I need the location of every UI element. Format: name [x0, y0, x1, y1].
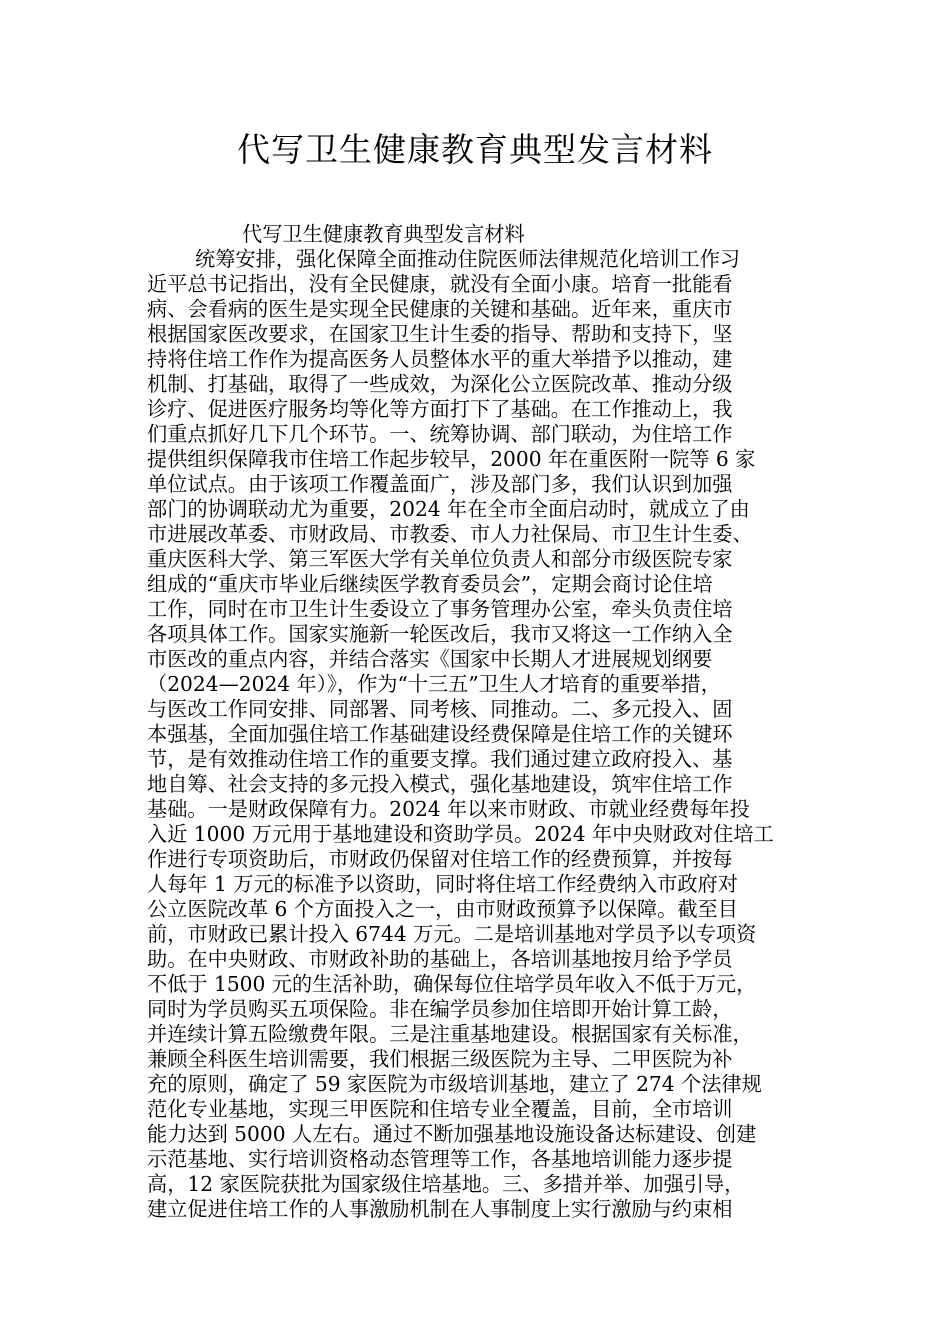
- body-text-line: 节，是有效推动住培工作的重要支撑。我们通过建立政府投入、基: [147, 747, 733, 771]
- body-text-line: 同时为学员购买五项保险。非在编学员参加住培即开始计算工龄，: [147, 997, 733, 1021]
- body-text-line: 市进展改革委、市财政局、市教委、市人力社保局、市卫生计生委、: [147, 522, 753, 546]
- body-text-line: 助。在中央财政、市财政补助的基础上，各培训基地按月给予学员: [147, 947, 733, 971]
- body-text-line: 建立促进住培工作的人事激励机制在人事制度上实行激励与约束相: [147, 1197, 733, 1221]
- document-subtitle: 代写卫生健康教育典型发言材料: [242, 222, 525, 246]
- body-text-line: 根据国家医改要求，在国家卫生计生委的指导、帮助和支持下，坚: [147, 322, 733, 346]
- body-text-line: 工作，同时在市卫生计生委设立了事务管理办公室，牵头负责住培: [147, 597, 733, 621]
- body-text-line: 提供组织保障我市住培工作起步较早，2000 年在重医附一院等 6 家: [147, 447, 756, 471]
- body-text-line: 病、会看病的医生是实现全民健康的关键和基础。近年来，重庆市: [147, 297, 733, 321]
- body-text-line: 能力达到 5000 人左右。通过不断加强基地设施设备达标建设、创建: [147, 1122, 757, 1146]
- body-text-line: 示范基地、实行培训资格动态管理等工作，各基地培训能力逐步提: [147, 1147, 733, 1171]
- document-body: [147, 222, 809, 1222]
- body-text-line: 作进行专项资助后，市财政仍保留对住培工作的经费预算，并按每: [147, 847, 733, 871]
- body-text-line: 基础。一是财政保障有力。2024 年以来市财政、市就业经费每年投: [147, 797, 750, 821]
- body-text-line: 并连续计算五险缴费年限。三是注重基地建设。根据国家有关标准，: [147, 1022, 753, 1046]
- body-text-line: 机制、打基础，取得了一些成效，为深化公立医院改革、推动分级: [147, 372, 733, 396]
- body-text-line: 近平总书记指出，没有全民健康，就没有全面小康。培育一批能看: [147, 272, 733, 296]
- body-text-line: 地自筹、社会支持的多元投入模式，强化基地建设，筑牢住培工作: [147, 772, 733, 796]
- body-text-line: 不低于 1500 元的生活补助，确保每位住培学员年收入不低于万元，: [147, 972, 757, 996]
- body-text-line: 人每年 1 万元的标准予以资助，同时将住培工作经费纳入市政府对: [147, 872, 738, 896]
- body-text-line: 市医改的重点内容，并结合落实《国家中长期人才进展规划纲要: [147, 647, 713, 671]
- body-text-line: （2024—2024 年）》，作为“十三五”卫生人才培育的重要举措，: [147, 672, 721, 696]
- body-text-line: 部门的协调联动尤为重要，2024 年在全市全面启动时，就成立了由: [147, 497, 750, 521]
- body-text-line: 前，市财政已累计投入 6744 万元。二是培训基地对学员予以专项资: [147, 922, 757, 946]
- body-text-line: 本强基，全面加强住培工作基础建设经费保障是住培工作的关键环: [147, 722, 733, 746]
- body-text-line: 各项具体工作。国家实施新一轮医改后，我市又将这一工作纳入全: [147, 622, 733, 646]
- body-text-line: 们重点抓好几下几个环节。一、统筹协调、部门联动，为住培工作: [147, 422, 733, 446]
- body-text-line: 与医改工作同安排、同部署、同考核、同推动。二、多元投入、固: [147, 697, 733, 721]
- body-text-line: 兼顾全科医生培训需要，我们根据三级医院为主导、二甲医院为补: [147, 1047, 733, 1071]
- body-text-line: 充的原则，确定了 59 家医院为市级培训基地，建立了 274 个法律规: [147, 1072, 762, 1096]
- document-title: 代写卫生健康教育典型发言材料: [237, 130, 713, 169]
- body-text-line: 单位试点。由于该项工作覆盖面广，涉及部门多，我们认识到加强: [147, 472, 733, 496]
- body-text-line: 公立医院改革 6 个方面投入之一，由市财政预算予以保障。截至目: [147, 897, 738, 921]
- body-text-line: 重庆医科大学、第三军医大学有关单位负责人和部分市级医院专家: [147, 547, 733, 571]
- body-text-line: 高，12 家医院获批为国家级住培基地。三、多措并举、加强引导，: [147, 1172, 745, 1196]
- body-text-line: 统筹安排，强化保障全面推动住院医师法律规范化培训工作习: [195, 247, 741, 271]
- body-text-line: 范化专业基地，实现三甲医院和住培专业全覆盖，目前，全市培训: [147, 1097, 733, 1121]
- body-text-line: 组成的“重庆市毕业后继续医学教育委员会”，定期会商讨论住培: [147, 572, 713, 596]
- body-text-line: 诊疗、促进医疗服务均等化等方面打下了基础。在工作推动上，我: [147, 397, 733, 421]
- body-text-line: 入近 1000 万元用于基地建设和资助学员。2024 年中央财政对住培工: [147, 822, 774, 846]
- body-text-line: 持将住培工作作为提高医务人员整体水平的重大举措予以推动，建: [147, 347, 733, 371]
